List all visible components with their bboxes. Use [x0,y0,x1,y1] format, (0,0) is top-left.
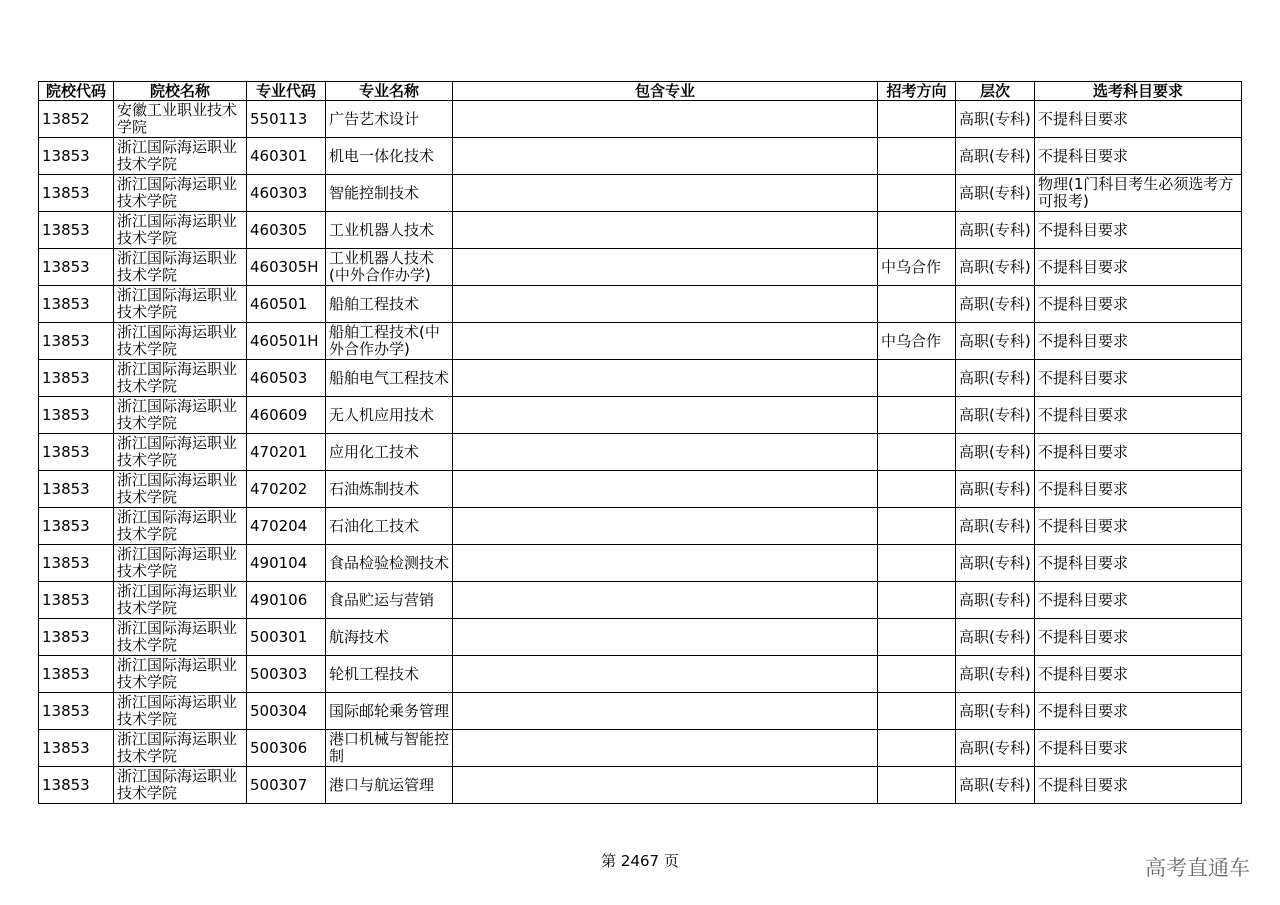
direction-cell [878,619,956,656]
subject-requirement-cell: 不提科目要求 [1035,323,1242,360]
subject-requirement-cell: 不提科目要求 [1035,101,1242,138]
col-header-major-name: 专业名称 [326,82,453,101]
table-row [39,471,1242,508]
table-row [39,249,1242,286]
major-name-cell: 船舶工程技术 [326,286,453,323]
table-row [39,212,1242,249]
direction-cell [878,434,956,471]
school-name-cell: 浙江国际海运职业技术学院 [114,471,247,508]
subject-requirement-cell: 不提科目要求 [1035,434,1242,471]
direction-cell [878,656,956,693]
subject-requirement-cell: 不提科目要求 [1035,693,1242,730]
major-code-cell: 500303 [247,656,326,693]
direction-cell [878,175,956,212]
included-majors-cell [453,286,878,323]
included-majors-cell [453,434,878,471]
col-header-level: 层次 [956,82,1035,101]
table-row [39,619,1242,656]
major-name-cell: 食品贮运与营销 [326,582,453,619]
major-code-cell: 460501H [247,323,326,360]
level-cell: 高职(专科) [956,360,1035,397]
level-cell: 高职(专科) [956,730,1035,767]
major-name-cell: 工业机器人技术 [326,212,453,249]
included-majors-cell [453,693,878,730]
table-row [39,175,1242,212]
included-majors-cell [453,545,878,582]
included-majors-cell [453,397,878,434]
school-name-cell: 浙江国际海运职业技术学院 [114,545,247,582]
direction-cell [878,545,956,582]
col-header-school-name: 院校名称 [114,82,247,101]
major-name-cell: 轮机工程技术 [326,656,453,693]
major-code-cell: 460305H [247,249,326,286]
subject-requirement-cell: 不提科目要求 [1035,619,1242,656]
school-code-cell: 13853 [39,545,114,582]
subject-requirement-cell: 不提科目要求 [1035,545,1242,582]
included-majors-cell [453,323,878,360]
col-header-included-majors: 包含专业 [453,82,878,101]
subject-requirement-cell: 不提科目要求 [1035,730,1242,767]
level-cell: 高职(专科) [956,545,1035,582]
direction-cell: 中乌合作 [878,249,956,286]
table-body [39,101,1242,804]
major-name-cell: 广告艺术设计 [326,101,453,138]
school-code-cell: 13853 [39,286,114,323]
school-name-cell: 浙江国际海运职业技术学院 [114,730,247,767]
direction-cell [878,471,956,508]
table-row [39,138,1242,175]
level-cell: 高职(专科) [956,693,1035,730]
col-header-subject-requirement: 选考科目要求 [1035,82,1242,101]
col-header-direction: 招考方向 [878,82,956,101]
major-name-cell: 工业机器人技术(中外合作办学) [326,249,453,286]
school-name-cell: 浙江国际海运职业技术学院 [114,656,247,693]
subject-requirement-cell: 物理(1门科目考生必须选考方可报考) [1035,175,1242,212]
included-majors-cell [453,138,878,175]
table-row [39,323,1242,360]
school-name-cell: 浙江国际海运职业技术学院 [114,286,247,323]
major-name-cell: 智能控制技术 [326,175,453,212]
subject-requirement-cell: 不提科目要求 [1035,138,1242,175]
level-cell: 高职(专科) [956,138,1035,175]
level-cell: 高职(专科) [956,175,1035,212]
included-majors-cell [453,249,878,286]
included-majors-cell [453,656,878,693]
school-code-cell: 13853 [39,212,114,249]
major-name-cell: 港口与航运管理 [326,767,453,804]
school-code-cell: 13853 [39,397,114,434]
major-code-cell: 500307 [247,767,326,804]
major-code-cell: 460503 [247,360,326,397]
school-code-cell: 13853 [39,323,114,360]
direction-cell [878,693,956,730]
major-name-cell: 国际邮轮乘务管理 [326,693,453,730]
subject-requirement-cell: 不提科目要求 [1035,397,1242,434]
direction-cell [878,138,956,175]
school-code-cell: 13853 [39,434,114,471]
school-name-cell: 浙江国际海运职业技术学院 [114,582,247,619]
school-code-cell: 13852 [39,101,114,138]
subject-requirement-cell: 不提科目要求 [1035,249,1242,286]
direction-cell [878,360,956,397]
level-cell: 高职(专科) [956,434,1035,471]
school-name-cell: 浙江国际海运职业技术学院 [114,138,247,175]
school-code-cell: 13853 [39,767,114,804]
included-majors-cell [453,730,878,767]
table-row [39,767,1242,804]
school-name-cell: 浙江国际海运职业技术学院 [114,508,247,545]
school-name-cell: 浙江国际海运职业技术学院 [114,212,247,249]
major-name-cell: 港口机械与智能控制 [326,730,453,767]
direction-cell [878,508,956,545]
col-header-school-code: 院校代码 [39,82,114,101]
school-code-cell: 13853 [39,138,114,175]
school-code-cell: 13853 [39,249,114,286]
direction-cell [878,730,956,767]
col-header-major-code: 专业代码 [247,82,326,101]
school-code-cell: 13853 [39,656,114,693]
school-code-cell: 13853 [39,619,114,656]
school-name-cell: 浙江国际海运职业技术学院 [114,767,247,804]
table-row [39,656,1242,693]
school-name-cell: 浙江国际海运职业技术学院 [114,693,247,730]
table-row [39,508,1242,545]
major-name-cell: 石油炼制技术 [326,471,453,508]
school-name-cell: 浙江国际海运职业技术学院 [114,175,247,212]
included-majors-cell [453,101,878,138]
major-code-cell: 550113 [247,101,326,138]
school-code-cell: 13853 [39,508,114,545]
major-name-cell: 石油化工技术 [326,508,453,545]
subject-requirement-cell: 不提科目要求 [1035,767,1242,804]
level-cell: 高职(专科) [956,286,1035,323]
subject-requirement-cell: 不提科目要求 [1035,656,1242,693]
major-code-cell: 470202 [247,471,326,508]
included-majors-cell [453,360,878,397]
direction-cell [878,286,956,323]
table-row [39,101,1242,138]
school-code-cell: 13853 [39,693,114,730]
major-name-cell: 船舶工程技术(中外合作办学) [326,323,453,360]
major-code-cell: 470204 [247,508,326,545]
school-code-cell: 13853 [39,730,114,767]
watermark-logo: 高考直通车 [1145,856,1250,880]
level-cell: 高职(专科) [956,397,1035,434]
major-code-cell: 500301 [247,619,326,656]
major-code-cell: 490106 [247,582,326,619]
table-row [39,730,1242,767]
major-code-cell: 500304 [247,693,326,730]
direction-cell [878,582,956,619]
included-majors-cell [453,619,878,656]
school-code-cell: 13853 [39,360,114,397]
included-majors-cell [453,212,878,249]
table-row [39,693,1242,730]
direction-cell [878,101,956,138]
header-row [39,82,1242,101]
major-name-cell: 机电一体化技术 [326,138,453,175]
table-row [39,434,1242,471]
major-code-cell: 460609 [247,397,326,434]
major-code-cell: 460305 [247,212,326,249]
admissions-table [38,81,1242,804]
direction-cell [878,397,956,434]
school-name-cell: 浙江国际海运职业技术学院 [114,619,247,656]
subject-requirement-cell: 不提科目要求 [1035,212,1242,249]
direction-cell: 中乌合作 [878,323,956,360]
school-name-cell: 浙江国际海运职业技术学院 [114,397,247,434]
included-majors-cell [453,767,878,804]
subject-requirement-cell: 不提科目要求 [1035,471,1242,508]
major-code-cell: 460301 [247,138,326,175]
major-name-cell: 应用化工技术 [326,434,453,471]
level-cell: 高职(专科) [956,582,1035,619]
major-name-cell: 航海技术 [326,619,453,656]
level-cell: 高职(专科) [956,471,1035,508]
subject-requirement-cell: 不提科目要求 [1035,360,1242,397]
table-row [39,582,1242,619]
level-cell: 高职(专科) [956,508,1035,545]
subject-requirement-cell: 不提科目要求 [1035,286,1242,323]
school-code-cell: 13853 [39,582,114,619]
included-majors-cell [453,175,878,212]
major-name-cell: 无人机应用技术 [326,397,453,434]
major-code-cell: 460501 [247,286,326,323]
major-code-cell: 460303 [247,175,326,212]
school-name-cell: 浙江国际海运职业技术学院 [114,249,247,286]
subject-requirement-cell: 不提科目要求 [1035,582,1242,619]
included-majors-cell [453,508,878,545]
direction-cell [878,767,956,804]
subject-requirement-cell: 不提科目要求 [1035,508,1242,545]
level-cell: 高职(专科) [956,249,1035,286]
level-cell: 高职(专科) [956,212,1035,249]
school-code-cell: 13853 [39,471,114,508]
table-row [39,360,1242,397]
included-majors-cell [453,471,878,508]
major-code-cell: 470201 [247,434,326,471]
level-cell: 高职(专科) [956,323,1035,360]
level-cell: 高职(专科) [956,767,1035,804]
school-name-cell: 安徽工业职业技术学院 [114,101,247,138]
school-name-cell: 浙江国际海运职业技术学院 [114,434,247,471]
level-cell: 高职(专科) [956,619,1035,656]
major-code-cell: 490104 [247,545,326,582]
level-cell: 高职(专科) [956,101,1035,138]
level-cell: 高职(专科) [956,656,1035,693]
major-name-cell: 船舶电气工程技术 [326,360,453,397]
major-name-cell: 食品检验检测技术 [326,545,453,582]
direction-cell [878,212,956,249]
school-code-cell: 13853 [39,175,114,212]
major-code-cell: 500306 [247,730,326,767]
school-name-cell: 浙江国际海运职业技术学院 [114,323,247,360]
included-majors-cell [453,582,878,619]
table-row [39,286,1242,323]
table-row [39,545,1242,582]
page-number: 第 2467 页 [601,852,679,870]
school-name-cell: 浙江国际海运职业技术学院 [114,360,247,397]
table-row [39,397,1242,434]
